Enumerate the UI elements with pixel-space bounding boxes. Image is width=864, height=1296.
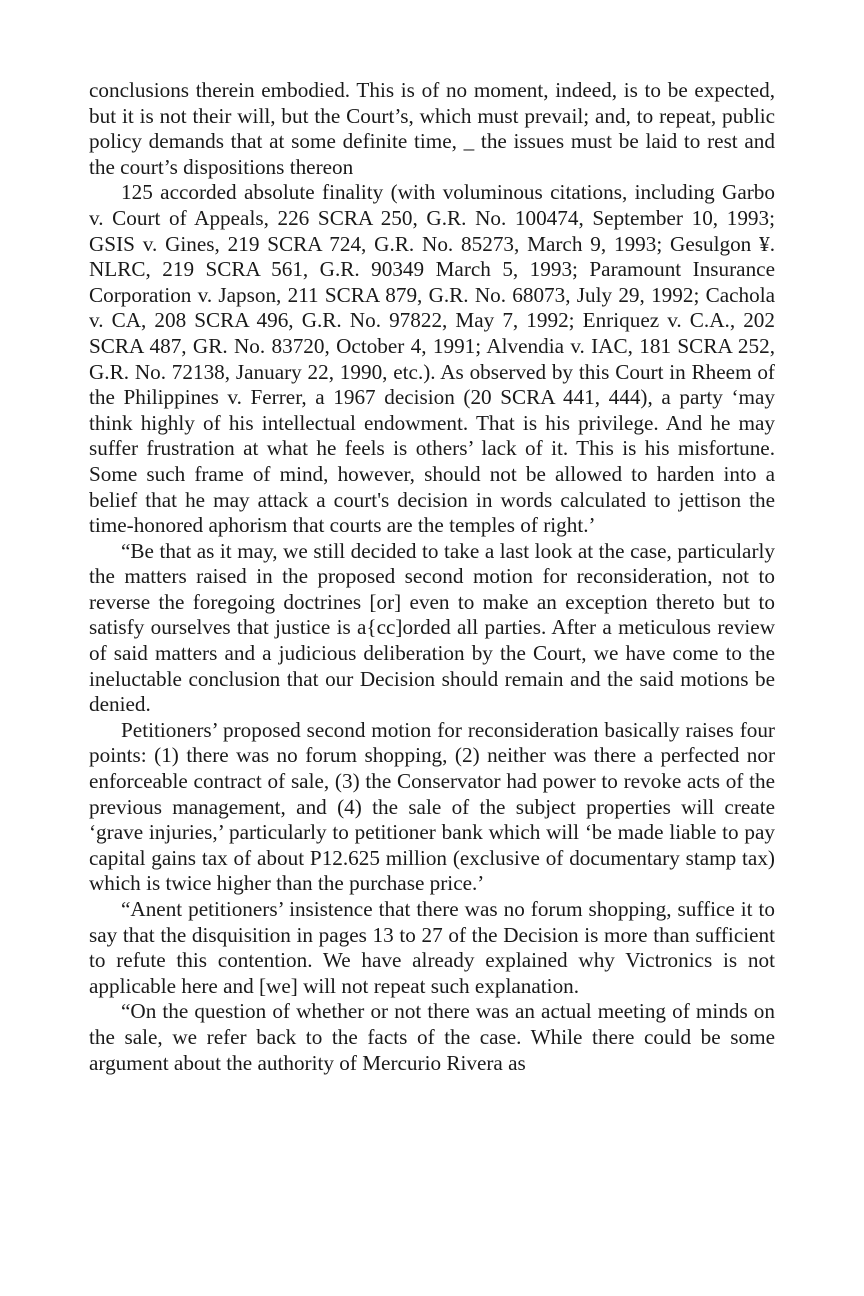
- paragraph: “Be that as it may, we still decided to take a last look at the case, particularly the matters raised in the proposed second motion for reconsideration, not to reverse the foregoing doctrines [or] even to make an exception thereto but to satisfy ourselves that justice is a{cc]orded all parties. After a meticulous review of said matters and a judicious deliberation by the Court, we have come to the ineluctable conclusion that our Decision should remain and the said motions be denied.: [89, 538, 775, 717]
- paragraph: conclusions therein embodied. This is of no moment, indeed, is to be expected, but it is not their will, but the Court’s, which must prevail; and, to repeat, public policy demands that at some definite time, _ the issues must be laid to rest and the court’s dispositions thereon: [89, 78, 775, 179]
- document-page: [89, 78, 775, 1076]
- paragraph: “On the question of whether or not there was an actual meeting of minds on the sale, we refer back to the facts of the case. While there could be some argument about the authority of Mercurio Rivera as: [89, 999, 775, 1075]
- paragraph: Petitioners’ proposed second motion for reconsideration basically raises four points: (1) there was no forum shopping, (2) neither was there a perfected nor enforceable contract of sale, (3) the Conservator had power to revoke acts of the previous management, and (4) the sale of the subject properties will create ‘grave injuries,’ particularly to petitioner bank which will ‘be made liable to pay capital gains tax of about P12.625 million (exclusive of documentary stamp tax) which is twice higher than the purchase price.’: [89, 717, 775, 896]
- paragraph: 125 accorded absolute finality (with voluminous citations, including Garbo v. Court of Appeals, 226 SCRA 250, G.R. No. 100474, September 10, 1993; GSIS v. Gines, 219 SCRA 724, G.R. No. 85273, March 9, 1993; Gesulgon ¥. NLRC, 219 SCRA 561, G.R. 90349 March 5, 1993; Paramount Insurance Corporation v. Japson, 211 SCRA 879, G.R. No. 68073, July 29, 1992; Cachola v. CA, 208 SCRA 496, G.R. No. 97822, May 7, 1992; Enriquez v. C.A., 202 SCRA 487, GR. No. 83720, October 4, 1991; Alvendia v. IAC, 181 SCRA 252, G.R. No. 72138, January 22, 1990, etc.). As observed by this Court in Rheem of the Philippines v. Ferrer, a 1967 decision (20 SCRA 441, 444), a party ‘may think highly of his intellectual endowment. That is his privilege. And he may suffer frustration at what he feels is others’ lack of it. This is his misfortune. Some such frame of mind, however, should not be allowed to harden into a belief that he may attack a court's decision in words calculated to jettison the time-honored aphorism that courts are the temples of right.’: [89, 180, 775, 538]
- paragraph: “Anent petitioners’ insistence that there was no forum shopping, suffice it to say that the disquisition in pages 13 to 27 of the Decision is more than sufficient to refute this contention. We have already explained why Victronics is not applicable here and [we] will not repeat such explanation.: [89, 897, 775, 998]
